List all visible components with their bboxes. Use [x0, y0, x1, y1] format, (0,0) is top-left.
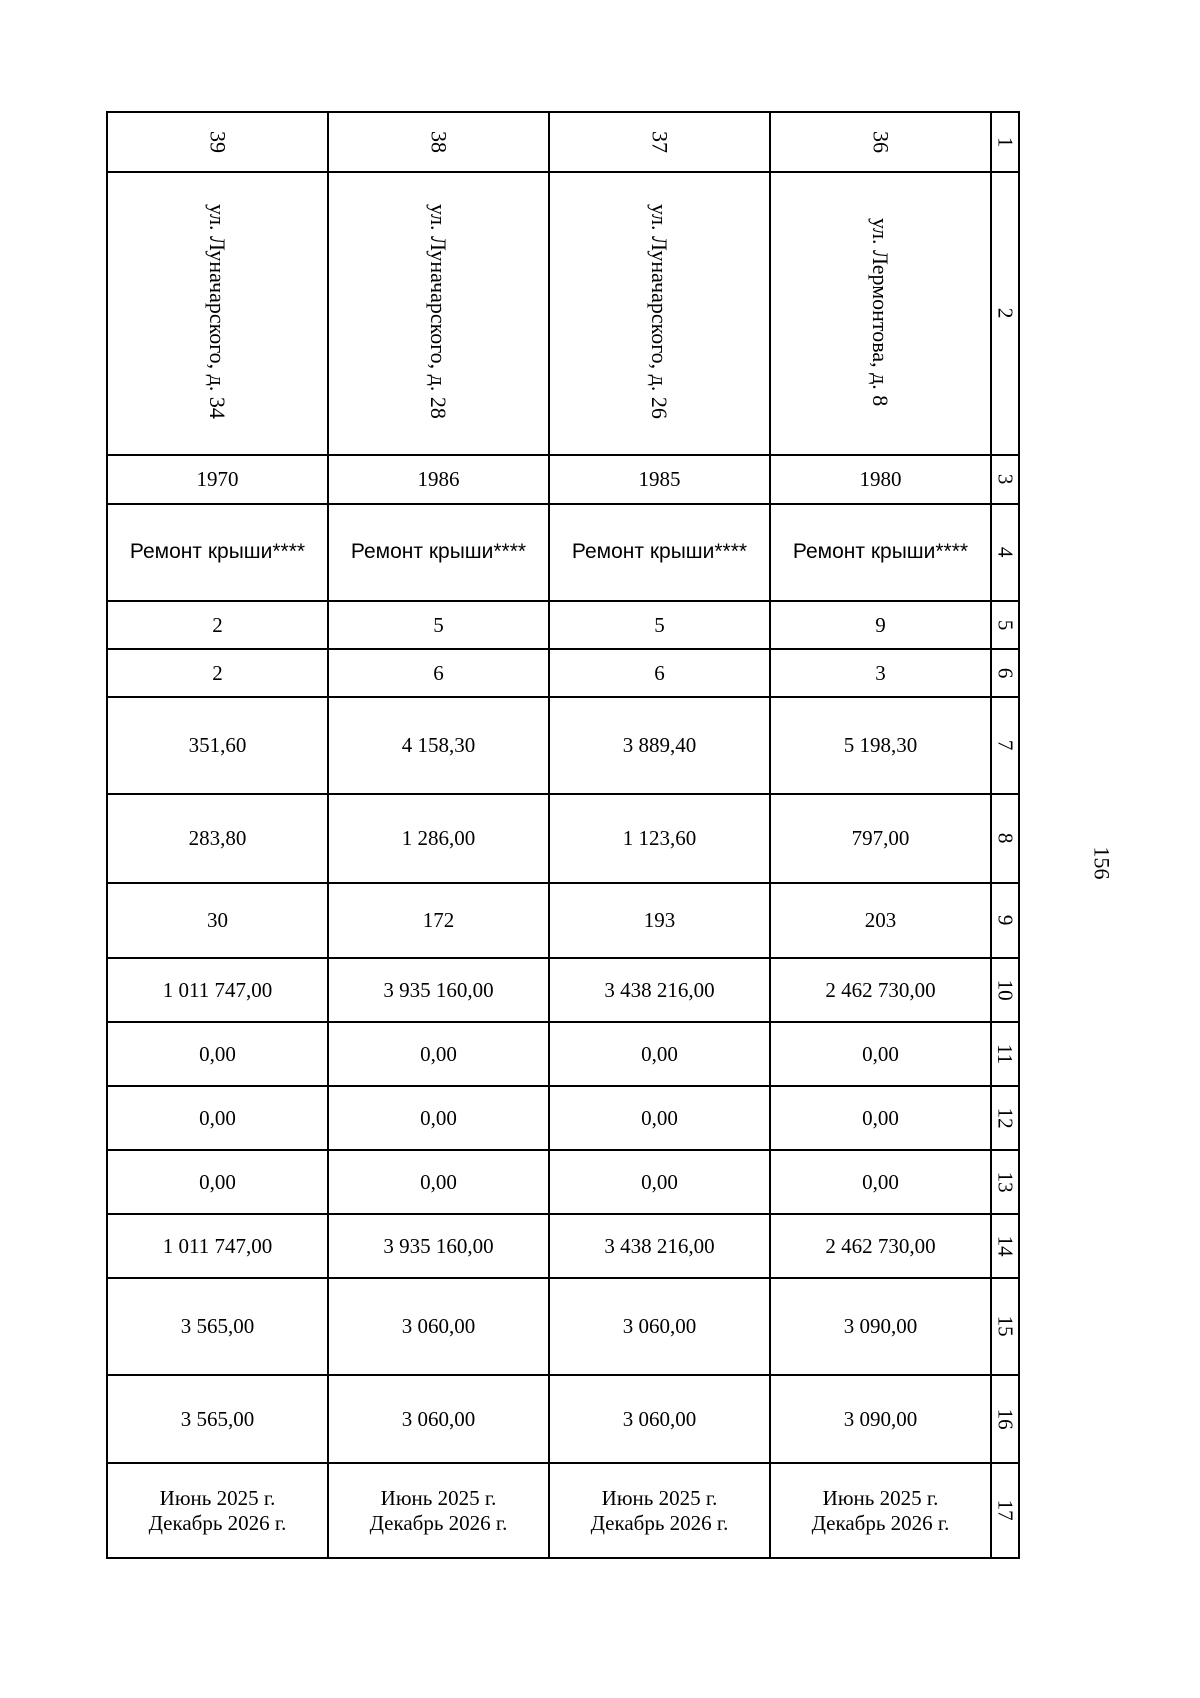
cell-value: 0,00: [770, 1086, 991, 1150]
period-start: Июнь 2025 г.: [601, 1486, 718, 1511]
cell-value: 0,00: [549, 1086, 770, 1150]
cell-value: 2 462 730,00: [770, 958, 991, 1022]
row-col9: [107, 883, 1019, 958]
cell-value: 3 090,00: [770, 1278, 991, 1375]
cell-value: 3 060,00: [549, 1375, 770, 1463]
cell-value: 797,00: [770, 794, 991, 883]
column-index: 13: [991, 1150, 1019, 1214]
period-start: Июнь 2025 г.: [159, 1486, 276, 1511]
cell-value: 0,00: [770, 1150, 991, 1214]
column-index: 5: [991, 601, 1019, 649]
row-col14: [107, 1214, 1019, 1278]
column-index: 4: [991, 504, 1019, 601]
cell-value: 172: [328, 883, 549, 958]
cell-value: 0,00: [328, 1022, 549, 1086]
row-col12: [107, 1086, 1019, 1150]
cell-value: 5: [328, 601, 549, 649]
cell-value: 6: [328, 649, 549, 697]
row-number: [107, 112, 1019, 172]
cell-value: 3 565,00: [107, 1278, 328, 1375]
cell-value: 0,00: [328, 1150, 549, 1214]
cell-value: 4 158,30: [328, 697, 549, 794]
column-index: 12: [991, 1086, 1019, 1150]
row-col16: [107, 1375, 1019, 1463]
cell-value: 2: [107, 601, 328, 649]
cell-value: 2: [107, 649, 328, 697]
column-index: 17: [991, 1463, 1019, 1558]
column-index: 1: [991, 112, 1019, 172]
column-index: 2: [991, 172, 1019, 455]
column-index: 9: [991, 883, 1019, 958]
row-col13: [107, 1150, 1019, 1214]
cell-value: 1 011 747,00: [107, 958, 328, 1022]
cell-value: 0,00: [107, 1022, 328, 1086]
cell-value: 1 011 747,00: [107, 1214, 328, 1278]
row-col10: [107, 958, 1019, 1022]
cell-period: [328, 1463, 549, 1558]
cell-period: [549, 1463, 770, 1558]
column-index: 8: [991, 794, 1019, 883]
period-start: Июнь 2025 г.: [380, 1486, 497, 1511]
cell-value: 0,00: [328, 1086, 549, 1150]
period-end: Декабрь 2026 г.: [811, 1510, 950, 1535]
cell-value: 203: [770, 883, 991, 958]
cell-year: 1980: [770, 455, 991, 504]
cell-work: Ремонт крыши****: [770, 504, 991, 601]
cell-value: 1 286,00: [328, 794, 549, 883]
row-col7: [107, 697, 1019, 794]
row-year: [107, 455, 1019, 504]
row-address: [107, 172, 1019, 455]
column-index: 7: [991, 697, 1019, 794]
period-end: Декабрь 2026 г.: [148, 1510, 287, 1535]
column-index: 6: [991, 649, 1019, 697]
cell-no: 39: [107, 112, 328, 172]
cell-value: 0,00: [107, 1086, 328, 1150]
cell-address: ул. Луначарского, д. 28: [328, 172, 549, 455]
column-index: 11: [991, 1022, 1019, 1086]
cell-value: 3 438 216,00: [549, 1214, 770, 1278]
column-index: 14: [991, 1214, 1019, 1278]
cell-value: 3 889,40: [549, 697, 770, 794]
cell-value: 3: [770, 649, 991, 697]
cell-no: 36: [770, 112, 991, 172]
cell-year: 1986: [328, 455, 549, 504]
cell-work: Ремонт крыши****: [328, 504, 549, 601]
cell-work: Ремонт крыши****: [549, 504, 770, 601]
cell-year: 1985: [549, 455, 770, 504]
repair-register-table: [106, 111, 1020, 1559]
column-index: 10: [991, 958, 1019, 1022]
cell-value: 3 060,00: [328, 1375, 549, 1463]
cell-value: 3 935 160,00: [328, 958, 549, 1022]
cell-year: 1970: [107, 455, 328, 504]
row-col11: [107, 1022, 1019, 1086]
cell-value: 2 462 730,00: [770, 1214, 991, 1278]
cell-value: 0,00: [549, 1022, 770, 1086]
cell-value: 1 123,60: [549, 794, 770, 883]
cell-value: 283,80: [107, 794, 328, 883]
row-work: [107, 504, 1019, 601]
cell-period: [770, 1463, 991, 1558]
row-col5: [107, 601, 1019, 649]
cell-no: 37: [549, 112, 770, 172]
cell-work: Ремонт крыши****: [107, 504, 328, 601]
period-end: Декабрь 2026 г.: [590, 1510, 729, 1535]
row-col8: [107, 794, 1019, 883]
cell-value: 3 060,00: [328, 1278, 549, 1375]
cell-value: 193: [549, 883, 770, 958]
row-period: [107, 1463, 1019, 1558]
cell-value: 3 565,00: [107, 1375, 328, 1463]
column-index: 16: [991, 1375, 1019, 1463]
cell-address: ул. Луначарского, д. 34: [107, 172, 328, 455]
cell-value: 3 935 160,00: [328, 1214, 549, 1278]
column-index: 15: [991, 1278, 1019, 1375]
cell-value: 351,60: [107, 697, 328, 794]
cell-no: 38: [328, 112, 549, 172]
cell-value: 0,00: [770, 1022, 991, 1086]
column-index: 3: [991, 455, 1019, 504]
cell-address: ул. Луначарского, д. 26: [549, 172, 770, 455]
cell-value: 3 438 216,00: [549, 958, 770, 1022]
row-col6: [107, 649, 1019, 697]
cell-value: 3 090,00: [770, 1375, 991, 1463]
cell-period: [107, 1463, 328, 1558]
cell-value: 6: [549, 649, 770, 697]
cell-address: ул. Лермонтова, д. 8: [770, 172, 991, 455]
cell-value: 5: [549, 601, 770, 649]
period-end: Декабрь 2026 г.: [369, 1510, 508, 1535]
cell-value: 0,00: [107, 1150, 328, 1214]
page-number: 156: [1089, 846, 1115, 880]
cell-value: 9: [770, 601, 991, 649]
cell-value: 3 060,00: [549, 1278, 770, 1375]
row-col15: [107, 1278, 1019, 1375]
cell-value: 0,00: [549, 1150, 770, 1214]
cell-value: 30: [107, 883, 328, 958]
cell-value: 5 198,30: [770, 697, 991, 794]
period-start: Июнь 2025 г.: [822, 1486, 939, 1511]
